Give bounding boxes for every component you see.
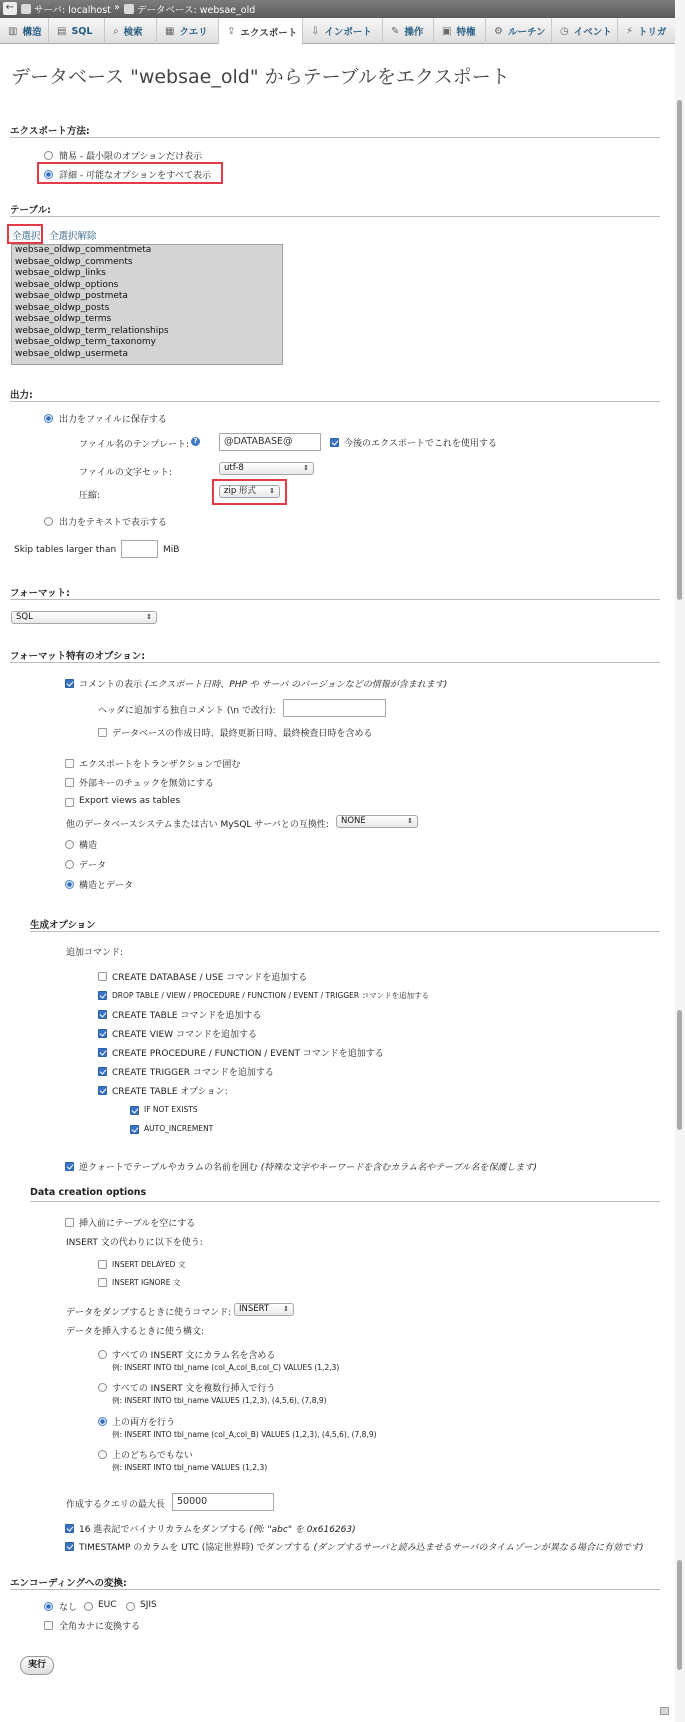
scrollbar-thumb-2[interactable] xyxy=(677,1010,682,1130)
select-arrows-icon: ⇕ xyxy=(283,1305,289,1313)
tab-search[interactable]: ⌕ 検索 xyxy=(105,18,157,44)
scrollbar-thumb[interactable] xyxy=(677,100,682,600)
if-not-exists-label: IF NOT EXISTS xyxy=(144,1105,198,1114)
skip-tables-input[interactable] xyxy=(121,540,158,558)
create-procedure-checkbox[interactable] xyxy=(98,1048,107,1057)
method-quick-label: 簡易 - 最小限のオプションだけ表示 xyxy=(59,152,203,162)
create-procedure-label: CREATE PROCEDURE / FUNCTION / EVENT コマンドを追加する xyxy=(112,1049,384,1059)
create-view-label: CREATE VIEW コマンドを追加する xyxy=(112,1030,257,1040)
help-icon[interactable]: ? xyxy=(191,437,200,446)
export-views-label: Export views as tables xyxy=(79,796,181,806)
go-button[interactable]: 実行 xyxy=(20,1656,54,1675)
encoding-none-label: なし xyxy=(59,1603,78,1613)
create-database-label: CREATE DATABASE / USE コマンドを追加する xyxy=(112,973,308,983)
filename-template-label: ファイル名のテンプレート: xyxy=(79,440,190,450)
export-method-heading: エクスポート方法: xyxy=(10,126,90,137)
tables-heading: テーブル: xyxy=(10,205,51,216)
output-heading: 出力: xyxy=(10,390,33,401)
privileges-icon: ▣ xyxy=(442,25,452,37)
table-option[interactable]: websae_oldwp_postmeta xyxy=(15,291,128,301)
header-comment-label: ヘッダに追加する独自コメント (\n で改行): xyxy=(98,706,276,716)
compatibility-label: 他のデータベースシステムまたは古い MySQL サーバとの互換性: xyxy=(66,820,329,830)
table-option[interactable]: websae_oldwp_terms xyxy=(15,314,112,324)
insert-syntax-label: データを挿入するときに使う構文: xyxy=(66,1327,205,1337)
clock-icon: ◷ xyxy=(560,25,569,37)
disable-fk-checkbox[interactable] xyxy=(65,778,74,787)
back-arrow-icon[interactable]: ← xyxy=(3,2,17,15)
drop-table-label: DROP TABLE / VIEW / PROCEDURE / FUNCTION / EVENT / TRIGGER コマンドを追加する xyxy=(112,991,430,1000)
instead-of-insert-label: INSERT 文の代わりに以下を使う: xyxy=(66,1238,203,1248)
neither-inserts-radio[interactable] xyxy=(98,1450,107,1459)
filename-template-input[interactable]: @DATABASE@ xyxy=(219,433,321,451)
database-icon xyxy=(124,4,134,14)
remember-template-checkbox[interactable] xyxy=(330,438,339,447)
neither-inserts-example: 例: INSERT INTO tbl_name VALUES (1,2,3) xyxy=(112,1463,268,1472)
method-custom-label: 詳細 - 可能なオプションをすべて表示 xyxy=(59,171,211,181)
tab-privileges[interactable]: ▣ 特権 xyxy=(434,18,486,44)
kana-label: 全角カナに変換する xyxy=(59,1622,141,1632)
dump-command-select[interactable]: INSERT ⇕ xyxy=(234,1303,294,1316)
server-icon xyxy=(21,4,31,14)
drop-table-checkbox[interactable] xyxy=(98,991,107,1000)
table-option[interactable]: websae_oldwp_comments xyxy=(15,256,133,267)
hex-binary-label: 16 進表記でバイナリカラムをダンプする (例: "abc" を 0x616263) xyxy=(79,1525,356,1535)
table-option[interactable]: websae_oldwp_commentmeta xyxy=(15,245,152,255)
import-icon: ⇩ xyxy=(311,25,320,37)
encoding-sjis-label: SJIS xyxy=(140,1600,157,1610)
encoding-none-radio[interactable] xyxy=(44,1602,53,1611)
scrollbar-thumb-3[interactable] xyxy=(677,1560,682,1670)
remember-template-label: 今後のエクスポートでこれを使用する xyxy=(344,439,497,449)
table-option[interactable]: websae_oldwp_posts xyxy=(15,302,110,313)
auto-increment-label: AUTO_INCREMENT xyxy=(144,1124,214,1133)
table-option[interactable]: websae_oldwp_links xyxy=(15,268,106,278)
routines-icon: ⚙ xyxy=(494,25,503,37)
encoding-euc-radio[interactable] xyxy=(84,1602,93,1611)
breadcrumb-server[interactable]: サーバ: localhost xyxy=(21,2,111,16)
sql-icon: ▤ xyxy=(57,25,67,37)
create-table-checkbox[interactable] xyxy=(98,1010,107,1019)
dump-structure-radio[interactable] xyxy=(65,840,74,849)
truncate-label: 挿入前にテーブルを空にする xyxy=(79,1219,196,1229)
table-option[interactable]: websae_oldwp_options xyxy=(15,279,119,290)
compression-select[interactable]: zip 形式 ⇕ xyxy=(219,485,280,498)
vertical-scrollbar[interactable] xyxy=(675,0,685,1722)
table-option[interactable]: websae_oldwp_term_relationships xyxy=(15,325,169,336)
extended-inserts-radio[interactable] xyxy=(98,1383,107,1392)
neither-inserts-label: 上のどちらでもない xyxy=(112,1451,193,1461)
create-trigger-checkbox[interactable] xyxy=(98,1067,107,1076)
backquotes-label: 逆クォートでテーブルやカラムの名前を囲む (特殊な文字やキーワードを含むカラム名やテーブル名を保護します) xyxy=(79,1163,537,1173)
save-to-file-radio[interactable] xyxy=(44,414,53,423)
charset-select[interactable]: utf-8 ⇕ xyxy=(219,462,314,475)
dump-data-label: データ xyxy=(79,861,107,871)
create-table-options-checkbox[interactable] xyxy=(98,1086,107,1095)
compatibility-select[interactable]: NONE ⇕ xyxy=(336,815,418,828)
highlight-box-select-all xyxy=(7,224,43,244)
data-creation-heading: Data creation options xyxy=(30,1187,147,1198)
deselect-all-link[interactable]: 全選択解除 xyxy=(49,231,97,242)
wrench-icon: ✎ xyxy=(391,25,400,37)
max-query-input[interactable]: 50000 xyxy=(172,1493,274,1511)
charset-label: ファイルの文字セット: xyxy=(79,468,172,478)
max-query-label: 作成するクエリの最大長 xyxy=(66,1500,165,1510)
tab-routines[interactable]: ⚙ ルーチン xyxy=(486,18,552,44)
structure-icon: ▥ xyxy=(8,25,18,37)
transaction-label: エクスポートをトランザクションで囲む xyxy=(79,760,241,770)
dump-command-label: データをダンプするときに使うコマンド: xyxy=(66,1308,232,1318)
divider xyxy=(10,401,660,402)
both-inserts-radio[interactable] xyxy=(98,1417,107,1426)
insert-delayed-checkbox[interactable] xyxy=(98,1260,107,1269)
dump-structure-data-radio[interactable] xyxy=(65,880,74,889)
select-arrows-icon: ⇕ xyxy=(146,613,152,621)
table-option[interactable]: websae_oldwp_usermeta xyxy=(15,348,128,359)
tables-listbox[interactable] xyxy=(11,244,283,365)
export-views-checkbox[interactable] xyxy=(65,798,74,807)
backquotes-checkbox[interactable] xyxy=(65,1162,74,1171)
divider xyxy=(30,931,660,932)
insert-ignore-checkbox[interactable] xyxy=(98,1278,107,1287)
divider xyxy=(30,1201,660,1202)
skip-tables-unit: MiB xyxy=(163,545,180,555)
select-all-link[interactable]: 全選択 xyxy=(12,231,41,242)
breadcrumb xyxy=(0,0,675,18)
extended-inserts-label: すべての INSERT 文を複数行挿入で行う xyxy=(112,1384,276,1394)
if-not-exists-checkbox[interactable] xyxy=(130,1106,139,1115)
tab-sql[interactable]: ▤ SQL xyxy=(49,18,105,44)
create-database-checkbox[interactable] xyxy=(98,972,107,981)
highlight-box-method xyxy=(37,162,223,184)
table-option[interactable]: websae_oldwp_term_taxonomy xyxy=(15,337,156,347)
insert-ignore-label: INSERT IGNORE 文 xyxy=(112,1278,181,1287)
export-icon: ⇪ xyxy=(227,26,236,37)
dump-data-radio[interactable] xyxy=(65,860,74,869)
tab-export[interactable]: ⇪ エクスポート xyxy=(219,18,303,45)
comments-label: コメントの表示 (エクスポート日時、PHP や サーバ のバージョンなどの情報が含まれます) xyxy=(79,680,448,690)
both-inserts-label: 上の両方を行う xyxy=(112,1418,176,1428)
create-view-checkbox[interactable] xyxy=(98,1029,107,1038)
complete-inserts-example: 例: INSERT INTO tbl_name (col_A,col_B,col_C) VALUES (1,2,3) xyxy=(112,1363,340,1372)
comments-checkbox[interactable] xyxy=(65,679,74,688)
tab-events[interactable]: ◷ イベント xyxy=(552,18,618,44)
trigger-icon: ⚡ xyxy=(626,25,634,37)
truncate-checkbox[interactable] xyxy=(65,1218,74,1227)
view-as-text-label: 出力をテキストで表示する xyxy=(59,518,167,528)
breadcrumb-database[interactable]: データベース: websae_old xyxy=(124,2,255,16)
both-inserts-example: 例: INSERT INTO tbl_name (col_A,col_B) VALUES (1,2,3), (4,5,6), (7,8,9) xyxy=(112,1430,377,1439)
kana-checkbox[interactable] xyxy=(44,1621,53,1630)
add-statements-label: 追加コマンド: xyxy=(66,948,124,958)
object-creation-heading: 生成オプション xyxy=(30,920,96,931)
utc-checkbox[interactable] xyxy=(65,1542,74,1551)
header-comment-input[interactable] xyxy=(283,699,386,717)
transaction-checkbox[interactable] xyxy=(65,759,74,768)
include-dates-checkbox[interactable] xyxy=(98,728,107,737)
hex-binary-checkbox[interactable] xyxy=(65,1524,74,1533)
format-heading: フォーマット: xyxy=(10,588,70,599)
tab-import[interactable]: ⇩ インポート xyxy=(303,18,383,44)
page-title: データベース "websae_old" からテーブルをエクスポート xyxy=(11,66,510,88)
auto-increment-checkbox[interactable] xyxy=(130,1125,139,1134)
compression-label: 圧縮: xyxy=(79,491,101,501)
format-select[interactable]: SQL ⇕ xyxy=(11,611,157,624)
tab-structure[interactable]: ▥ 構造 xyxy=(0,18,49,44)
complete-inserts-label: すべての INSERT 文にカラム名を含める xyxy=(112,1351,276,1361)
disable-fk-label: 外部キーのチェックを無効にする xyxy=(79,779,214,789)
divider xyxy=(10,216,660,217)
create-table-options-label: CREATE TABLE オプション: xyxy=(112,1087,228,1097)
resize-handle-icon[interactable] xyxy=(660,1707,669,1715)
tab-query[interactable]: ▦ クエリ xyxy=(157,18,219,44)
divider xyxy=(10,1589,660,1590)
tab-triggers[interactable]: ⚡ トリガ xyxy=(626,25,667,38)
method-quick-radio[interactable] xyxy=(44,151,53,160)
query-icon: ▦ xyxy=(165,25,175,37)
format-options-heading: フォーマット特有のオプション: xyxy=(10,651,146,662)
extended-inserts-example: 例: INSERT INTO tbl_name VALUES (1,2,3), (4,5,6), (7,8,9) xyxy=(112,1396,327,1405)
include-dates-label: データベースの作成日時、最終更新日時、最終検査日時を含める xyxy=(112,729,373,739)
save-to-file-label: 出力をファイルに保存する xyxy=(59,415,167,425)
tab-bar xyxy=(0,18,675,44)
divider xyxy=(10,662,660,663)
skip-tables-label: Skip tables larger than xyxy=(14,545,117,555)
create-table-label: CREATE TABLE コマンドを追加する xyxy=(112,1011,262,1021)
dump-structure-label: 構造 xyxy=(79,841,98,851)
tab-operations[interactable]: ✎ 操作 xyxy=(383,18,434,44)
breadcrumb-separator: » xyxy=(114,2,120,13)
divider xyxy=(10,599,660,600)
dump-structure-data-label: 構造とデータ xyxy=(79,881,134,891)
select-arrows-icon: ⇕ xyxy=(303,464,309,472)
view-as-text-radio[interactable] xyxy=(44,517,53,526)
create-trigger-label: CREATE TRIGGER コマンドを追加する xyxy=(112,1068,274,1078)
encoding-heading: エンコーディングへの変換: xyxy=(10,1578,127,1589)
select-arrows-icon: ⇕ xyxy=(407,817,413,825)
complete-inserts-radio[interactable] xyxy=(98,1350,107,1359)
highlight-box-compression xyxy=(212,479,287,505)
encoding-euc-label: EUC xyxy=(98,1600,117,1610)
encoding-sjis-radio[interactable] xyxy=(126,1602,135,1611)
utc-label: TIMESTAMP のカラムを UTC (協定世界時) でダンプする (ダンプするサーバと読み込ませるサーバのタイムゾーンが異なる場合に有効です) xyxy=(79,1543,644,1553)
search-icon: ⌕ xyxy=(113,25,119,37)
divider xyxy=(10,137,660,138)
insert-delayed-label: INSERT DELAYED 文 xyxy=(112,1260,186,1269)
select-arrows-icon: ⇕ xyxy=(269,487,275,495)
